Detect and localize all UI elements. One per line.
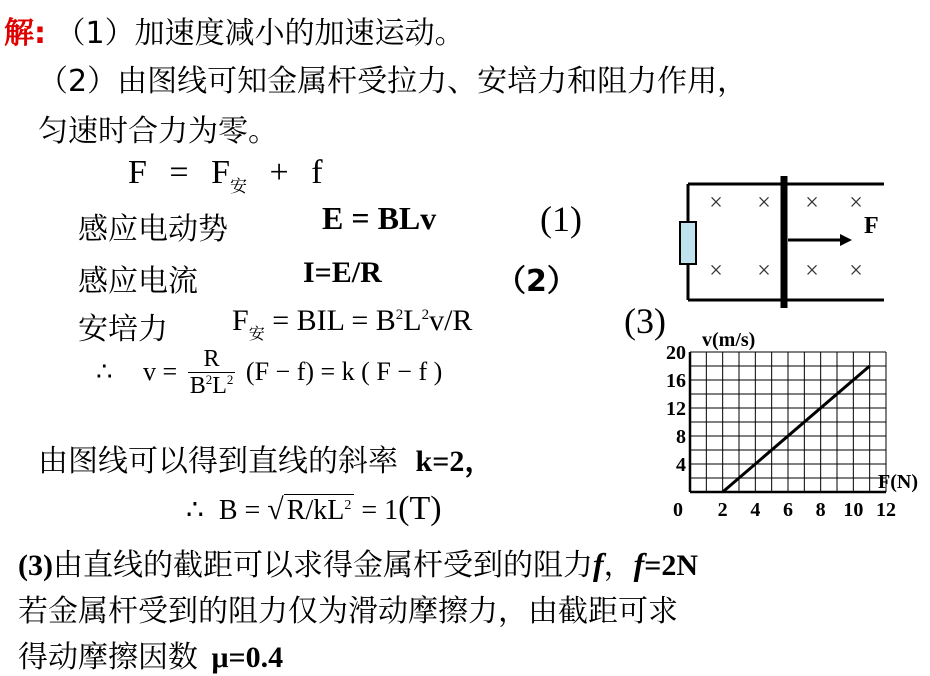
- series-line: [723, 366, 870, 492]
- solution-line-1: （1）加速度减小的加速运动。: [55, 16, 465, 51]
- chart-series: [723, 366, 870, 492]
- y-tick-label: 8: [676, 426, 686, 448]
- solution-label: 解:: [4, 16, 46, 51]
- field-cross: ×: [709, 190, 723, 216]
- x-tick-label: 4: [750, 499, 761, 521]
- x-tick-label: 10: [843, 499, 864, 521]
- emf-formula: E = BLv: [322, 200, 437, 236]
- solution-header: [4, 8, 465, 52]
- force-label: F: [864, 213, 879, 239]
- field-cross: ×: [849, 190, 863, 216]
- velocity-force-chart: [660, 326, 930, 522]
- slope-line: 由图线可以得到直线的斜率 k=2，: [38, 444, 495, 479]
- x-tick-label: 12: [876, 499, 896, 521]
- part3-line-2: 若金属杆受到的阻力仅为滑动摩擦力，由截距可求: [18, 594, 678, 629]
- x-tick-labels: [673, 499, 896, 521]
- x-tick-label: 8: [815, 499, 826, 521]
- equation-number-3: (3): [624, 301, 666, 341]
- x-tick-label: 0: [673, 499, 683, 521]
- equation-number-2: （2）: [496, 264, 577, 299]
- resistor: [680, 222, 696, 264]
- solution-line-2: （2）由图线可知金属杆受拉力、安培力和阻力作用，: [38, 64, 748, 99]
- y-tick-label: 16: [666, 370, 686, 392]
- current-formula: I=E/R: [303, 256, 382, 289]
- y-tick-label: 20: [666, 342, 686, 364]
- field-cross: ×: [805, 190, 819, 216]
- field-cross: ×: [757, 190, 771, 216]
- equation-number-1: (1): [540, 199, 582, 239]
- ampere-formula: $F_安$ = BIL = $B^2L^2v/R$: [232, 304, 473, 343]
- solution-line-3: 匀速时合力为零。: [38, 114, 278, 149]
- y-tick-label: 4: [676, 454, 686, 476]
- chart-grid: [690, 352, 886, 492]
- ampere-label: 安培力: [78, 312, 168, 347]
- part3-line-3: 得动摩擦因数 μ=0.4: [18, 640, 284, 675]
- x-tick-label: 6: [783, 499, 793, 521]
- y-axis-label: v(m/s): [702, 329, 756, 351]
- velocity-equation: ∴ v = $\frac{R}{B^2L^2}$ (F − f) = k ( F − f ): [96, 346, 442, 402]
- force-arrowhead: [840, 234, 852, 246]
- circuit-diagram: [660, 168, 900, 318]
- b-result-equation: ∴ B = √ $R/kL^2 = 1(T)$: [186, 490, 442, 527]
- field-cross: ×: [757, 258, 771, 284]
- velocity-fraction: $\frac{R}{B^2L^2}$: [189, 346, 234, 399]
- current-label: 感应电流: [78, 264, 198, 299]
- y-tick-label: 12: [666, 398, 686, 420]
- force-balance-equation: $F = F_安 + f$: [128, 154, 323, 197]
- x-axis-label: F(N): [878, 471, 918, 493]
- y-tick-labels: [666, 342, 686, 476]
- part3-line-1: (3)由直线的截距可以求得金属杆受到的阻力f，f=2N: [18, 546, 699, 583]
- x-tick-label: 2: [717, 499, 728, 521]
- field-cross: ×: [805, 258, 819, 284]
- emf-label: 感应电动势: [78, 212, 228, 247]
- field-cross: ×: [849, 258, 863, 284]
- field-cross: ×: [709, 258, 723, 284]
